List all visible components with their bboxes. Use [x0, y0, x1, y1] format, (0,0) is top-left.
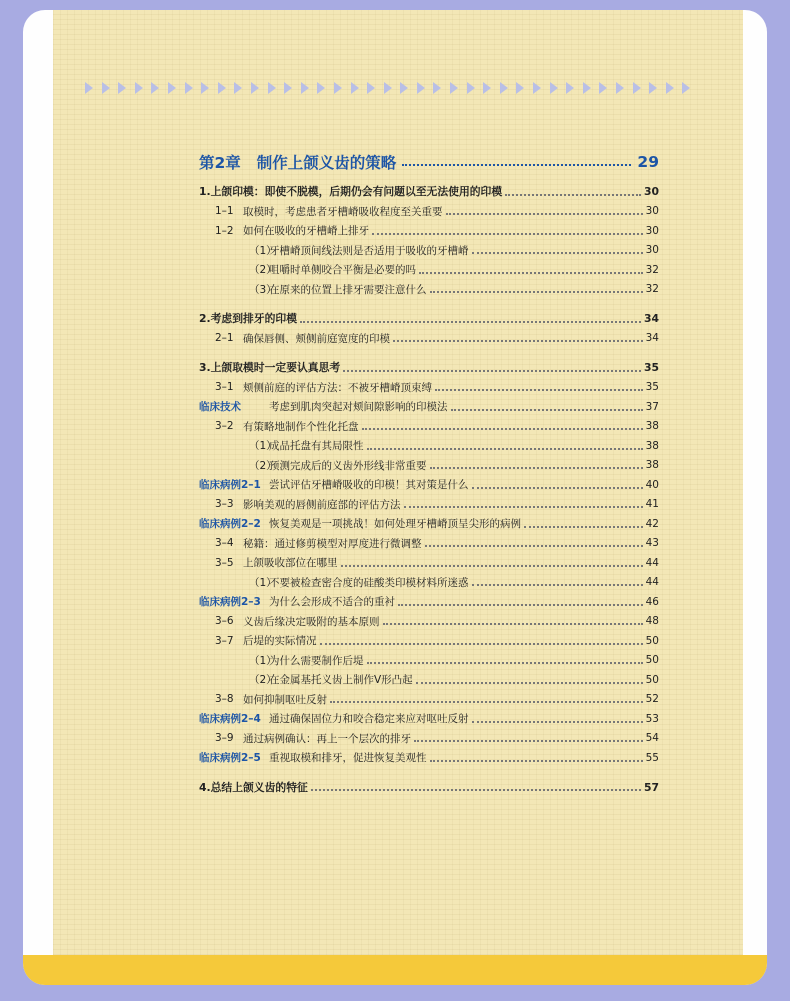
entry-page: 41: [645, 498, 659, 511]
entry-page: 55: [645, 751, 659, 764]
dot-leader: [398, 604, 643, 606]
entry-page: 38: [645, 459, 659, 472]
paper-background: [53, 10, 743, 955]
arrow-right-icon: [268, 82, 276, 94]
entry-page: 35: [645, 381, 659, 394]
arrow-right-icon: [118, 82, 126, 94]
arrow-right-icon: [450, 82, 458, 94]
dot-leader: [367, 662, 643, 664]
dot-leader: [419, 272, 643, 274]
entry-title: 义齿后缘决定吸附的基本原则: [243, 615, 380, 628]
entry-number: 临床病例2–5: [199, 752, 261, 765]
dot-leader: [414, 740, 643, 742]
section-gap: [199, 299, 659, 309]
dot-leader: [367, 448, 643, 450]
toc-entry-clinical[interactable]: [199, 709, 659, 729]
toc-entry-subsub[interactable]: [199, 280, 659, 300]
toc-entry-main[interactable]: [199, 778, 659, 798]
arrow-right-icon: [251, 82, 259, 94]
arrow-right-icon: [367, 82, 375, 94]
toc-entry-main[interactable]: [199, 182, 659, 202]
entry-page: 37: [645, 400, 659, 413]
toc-entry-subsub[interactable]: [199, 456, 659, 476]
entry-number: （2）: [249, 264, 277, 277]
chapter-number: 第2章: [199, 154, 241, 172]
dot-leader: [446, 213, 643, 215]
entry-title: 在金属基托义齿上制作V形凸起: [269, 674, 413, 687]
dot-leader: [404, 506, 643, 508]
entry-title: 重视取模和排牙，促进恢复美观性: [269, 752, 427, 765]
entry-page: 32: [645, 263, 659, 276]
entry-number: 3–8: [215, 693, 234, 706]
toc-entry-clinical[interactable]: [199, 592, 659, 612]
arrow-right-icon: [483, 82, 491, 94]
entry-number: 4.: [199, 780, 211, 794]
entry-page: 50: [645, 673, 659, 686]
dot-leader: [383, 623, 643, 625]
dot-leader: [430, 467, 643, 469]
entry-title: 在原来的位置上排牙需要注意什么: [269, 283, 427, 296]
dot-leader: [425, 545, 643, 547]
entry-title: 上颌印模：即使不脱模，后期仍会有问题以至无法使用的印模: [210, 185, 503, 199]
dot-leader: [505, 194, 641, 196]
entry-title: 为什么会形成不适合的重衬: [269, 596, 395, 609]
arrow-right-icon: [666, 82, 674, 94]
entry-number: 1–1: [215, 205, 234, 218]
arrow-right-icon: [168, 82, 176, 94]
arrow-right-icon: [384, 82, 392, 94]
entry-number: 临床病例2–3: [199, 596, 261, 609]
entry-page: 50: [645, 654, 659, 667]
toc-entry-subsub[interactable]: [199, 241, 659, 261]
entry-page: 34: [643, 312, 659, 326]
dot-leader: [393, 340, 643, 342]
toc-entry-subsub[interactable]: [199, 436, 659, 456]
entry-page: 44: [645, 576, 659, 589]
entry-page: 30: [645, 205, 659, 218]
entry-number: 3–4: [215, 537, 234, 550]
dot-leader: [300, 321, 641, 323]
arrow-right-icon: [135, 82, 143, 94]
toc-entry-clinical[interactable]: [199, 397, 659, 417]
entry-page: 32: [645, 283, 659, 296]
chapter-heading[interactable]: [199, 142, 659, 182]
entry-number: 3–2: [215, 420, 234, 433]
entry-title: 不要被检查密合度的硅酸类印模材料所迷惑: [269, 576, 469, 589]
arrow-right-icon: [500, 82, 508, 94]
dot-leader: [472, 584, 643, 586]
entry-title: 咀嚼时单侧咬合平衡是必要的吗: [269, 264, 416, 277]
entry-number: 1–2: [215, 224, 234, 237]
entry-title: 如何在吸收的牙槽嵴上排牙: [243, 225, 369, 238]
entry-page: 52: [645, 693, 659, 706]
toc-entry-subsub[interactable]: [199, 260, 659, 280]
entry-page: 53: [645, 712, 659, 725]
arrow-right-icon: [417, 82, 425, 94]
entry-page: 48: [645, 615, 659, 628]
section-gap: [199, 768, 659, 778]
dot-leader: [320, 643, 643, 645]
entry-number: 3–6: [215, 615, 234, 628]
dot-leader: [416, 682, 643, 684]
arrow-right-icon: [102, 82, 110, 94]
arrow-right-icon: [234, 82, 242, 94]
arrow-right-icon: [317, 82, 325, 94]
dot-leader: [343, 370, 641, 372]
toc-entry-main[interactable]: [199, 358, 659, 378]
dot-leader: [472, 721, 643, 723]
entry-page: 34: [645, 332, 659, 345]
entry-number: 临床病例2–1: [199, 479, 261, 492]
arrow-right-icon: [467, 82, 475, 94]
arrow-right-icon: [151, 82, 159, 94]
toc-entry-sub[interactable]: [199, 690, 659, 710]
arrow-right-icon: [351, 82, 359, 94]
dot-leader: [362, 428, 643, 430]
dot-leader: [341, 565, 643, 567]
entry-number: 3–7: [215, 634, 234, 647]
dot-leader: [402, 164, 631, 166]
arrow-right-icon: [400, 82, 408, 94]
entry-page: 38: [645, 439, 659, 452]
entry-number: 3.: [199, 361, 211, 375]
entry-page: 43: [645, 537, 659, 550]
entry-number: （1）: [249, 654, 277, 667]
toc-entry-clinical[interactable]: [199, 475, 659, 495]
arrow-right-icon: [566, 82, 574, 94]
entry-page: 57: [643, 780, 659, 794]
toc-entry-clinical[interactable]: [199, 748, 659, 768]
toc-entries: [199, 182, 659, 797]
entry-page: 40: [645, 478, 659, 491]
entry-page: 30: [645, 224, 659, 237]
dot-leader: [472, 252, 643, 254]
entry-title: 考虑到排牙的印模: [210, 312, 297, 326]
dot-leader: [430, 760, 643, 762]
entry-number: 2.: [199, 312, 211, 326]
entry-title: 尝试评估牙槽嵴吸收的印模！其对策是什么: [269, 479, 469, 492]
entry-number: 3–3: [215, 498, 234, 511]
chapter-title: 制作上颌义齿的策略: [256, 154, 397, 172]
arrow-right-icon: [185, 82, 193, 94]
toc-entry-sub[interactable]: [199, 631, 659, 651]
toc-entry-main[interactable]: [199, 309, 659, 329]
toc-entry-sub[interactable]: [199, 612, 659, 632]
entry-number: 3–1: [215, 381, 234, 394]
section-gap: [199, 348, 659, 358]
arrow-right-icon: [616, 82, 624, 94]
toc-entry-sub[interactable]: [199, 495, 659, 515]
entry-title: 秘籍：通过修剪模型对厚度进行微调整: [243, 537, 422, 550]
toc-entry-sub[interactable]: [199, 534, 659, 554]
dot-leader: [372, 233, 643, 235]
entry-number: 3–9: [215, 732, 234, 745]
entry-page: 30: [645, 244, 659, 257]
entry-title: 预测完成后的义齿外形线非常重要: [269, 459, 427, 472]
entry-title: 牙槽嵴顶间线法则是否适用于吸收的牙槽嵴: [269, 244, 469, 257]
arrow-right-icon: [301, 82, 309, 94]
entry-title: 颊侧前庭的评估方法：不被牙槽嵴顶束缚: [243, 381, 432, 394]
entry-number: （2）: [249, 674, 277, 687]
arrow-right-icon: [550, 82, 558, 94]
toc-entry-sub[interactable]: [199, 417, 659, 437]
arrow-right-icon: [284, 82, 292, 94]
entry-number: 临床病例2–4: [199, 713, 261, 726]
arrow-right-icon: [85, 82, 93, 94]
toc-entry-sub[interactable]: [199, 329, 659, 349]
arrow-right-icon: [649, 82, 657, 94]
entry-title: 恢复美观是一项挑战！如何处理牙槽嵴顶呈尖形的病例: [269, 518, 521, 531]
arrow-right-icon: [633, 82, 641, 94]
entry-title: 如何抑制呕吐反射: [243, 693, 327, 706]
arrow-decoration: [85, 82, 705, 96]
entry-page: 46: [645, 595, 659, 608]
entry-number: （1）: [249, 244, 277, 257]
entry-page: 54: [645, 732, 659, 745]
entry-number: （1）: [249, 440, 277, 453]
entry-number: 2–1: [215, 332, 234, 345]
entry-title: 成品托盘有其局限性: [269, 440, 364, 453]
entry-number: （3）: [249, 283, 277, 296]
toc-entry-subsub[interactable]: [199, 651, 659, 671]
arrow-right-icon: [433, 82, 441, 94]
entry-number: 临床病例2–2: [199, 518, 261, 531]
toc-entry-clinical[interactable]: [199, 514, 659, 534]
arrow-right-icon: [682, 82, 690, 94]
entry-number: （1）: [249, 576, 277, 589]
arrow-right-icon: [201, 82, 209, 94]
entry-number: （2）: [249, 459, 277, 472]
toc-entry-sub[interactable]: [199, 553, 659, 573]
entry-title: 为什么需要制作后堤: [269, 654, 364, 667]
page-card: [23, 10, 767, 985]
entry-number: 3–5: [215, 556, 234, 569]
toc-entry-subsub[interactable]: [199, 670, 659, 690]
entry-title: 影响美观的唇侧前庭部的评估方法: [243, 498, 401, 511]
entry-page: 35: [643, 361, 659, 375]
arrow-right-icon: [218, 82, 226, 94]
toc-entry-sub[interactable]: [199, 221, 659, 241]
dot-leader: [524, 526, 643, 528]
entry-number: 临床技术: [199, 401, 241, 414]
entry-page: 30: [643, 185, 659, 199]
arrow-right-icon: [533, 82, 541, 94]
table-of-contents: [199, 142, 659, 797]
toc-entry-subsub[interactable]: [199, 573, 659, 593]
entry-title: 通过确保固位力和咬合稳定来应对呕吐反射: [269, 713, 469, 726]
toc-entry-sub[interactable]: [199, 729, 659, 749]
entry-page: 44: [645, 556, 659, 569]
arrow-right-icon: [599, 82, 607, 94]
entry-number: 1.: [199, 185, 211, 199]
entry-title: 考虑到肌肉突起对颊间隙影响的印模法: [269, 401, 448, 414]
dot-leader: [311, 789, 641, 791]
chapter-page: 29: [637, 153, 659, 171]
entry-page: 38: [645, 420, 659, 433]
dot-leader: [451, 409, 643, 411]
entry-title: 总结上颌义齿的特征: [210, 780, 308, 794]
dot-leader: [430, 291, 643, 293]
toc-entry-sub[interactable]: [199, 378, 659, 398]
entry-page: 42: [645, 517, 659, 530]
arrow-right-icon: [334, 82, 342, 94]
dot-leader: [330, 701, 643, 703]
entry-title: 通过病例确认：再上一个层次的排牙: [243, 732, 411, 745]
entry-page: 50: [645, 634, 659, 647]
dot-leader: [472, 487, 643, 489]
entry-title: 上颌吸收部位在哪里: [243, 557, 338, 570]
entry-title: 确保唇侧、颊侧前庭宽度的印模: [243, 332, 390, 345]
entry-title: 后堤的实际情况: [243, 635, 317, 648]
entry-title: 取模时，考虑患者牙槽嵴吸收程度至关重要: [243, 205, 443, 218]
arrow-right-icon: [583, 82, 591, 94]
entry-title: 上颌取模时一定要认真思考: [210, 361, 341, 375]
dot-leader: [435, 389, 643, 391]
toc-entry-sub[interactable]: [199, 202, 659, 222]
bottom-band: [23, 955, 767, 985]
entry-title: 有策略地制作个性化托盘: [243, 420, 359, 433]
arrow-right-icon: [516, 82, 524, 94]
